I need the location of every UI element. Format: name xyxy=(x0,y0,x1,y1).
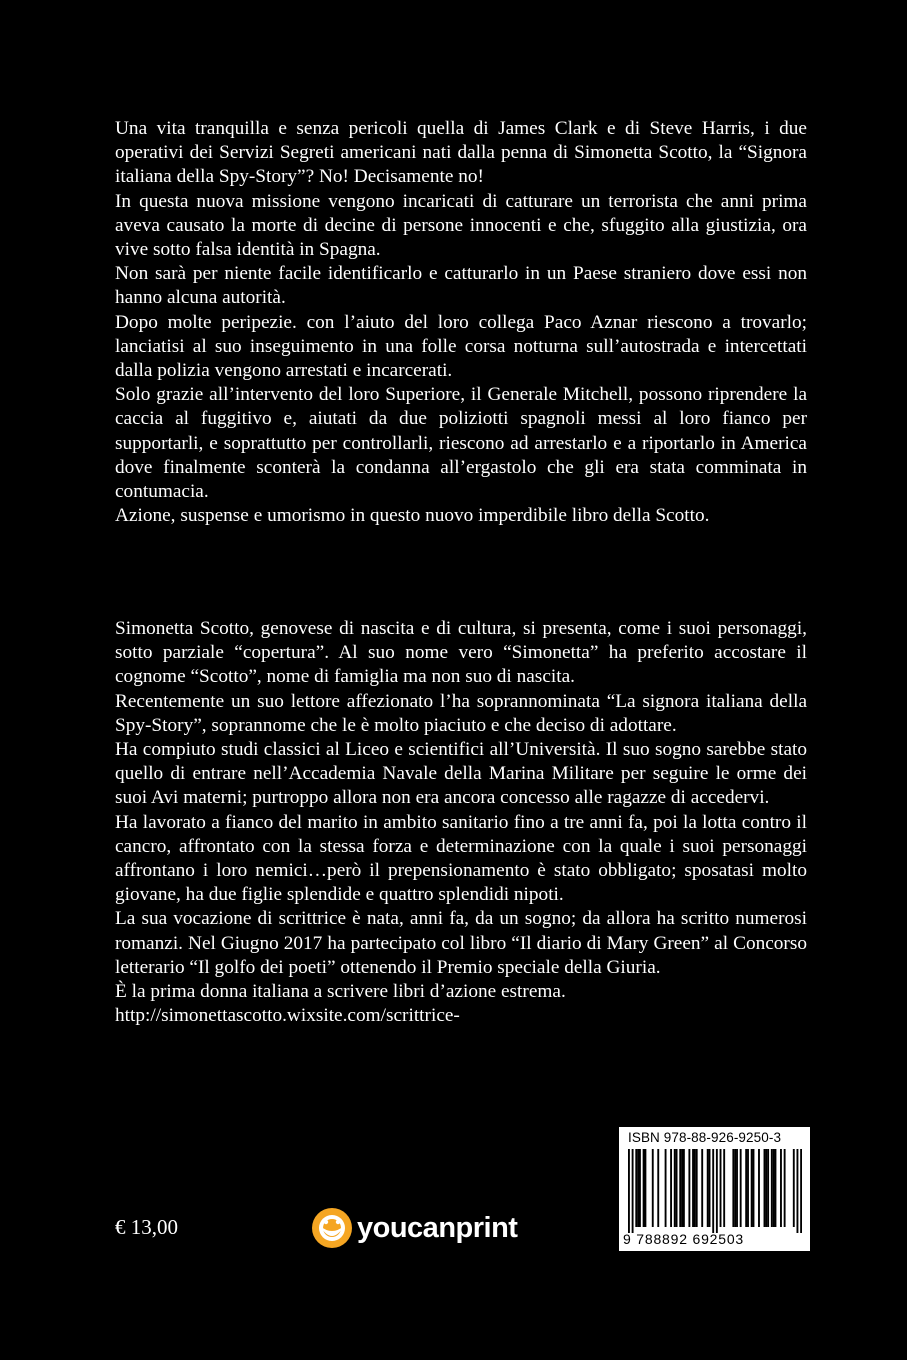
barcode-bar xyxy=(797,1149,799,1233)
synopsis-paragraph: Una vita tranquilla e senza pericoli quella di James Clark e di Steve Harris, i due operativi dei Servizi Segreti americani nati dalla penna di Simonetta Scotto, la “Signora italiana della Spy-Story”? No! Decisamente no! xyxy=(115,118,807,188)
barcode-bar xyxy=(723,1149,725,1227)
barcode-bar xyxy=(639,1149,641,1227)
barcode-bar xyxy=(716,1149,718,1233)
bio-paragraph: Ha lavorato a fianco del marito in ambito sanitario fino a tre anni fa, poi la lotta contro il cancro, affrontato con la stessa forza e determinazione con la quale i suoi personaggi affrontano i loro nemici…però il prepensionamento è stato obbligato; sposatasi molto giovane, ha due figlie splendide e quattro splendidi nipoti. xyxy=(115,811,807,906)
barcode-bar xyxy=(736,1149,738,1227)
barcode-bar xyxy=(681,1149,683,1227)
barcode-bar xyxy=(670,1149,672,1227)
synopsis-paragraph: Dopo molte peripezie. con l’aiuto del loro collega Paco Aznar riescono a trovarlo; lanciatisi al suo inseguimento in una folle corsa notturna sull’autostrada e intercettati dalla polizia vengono arrestati e incarcerati. xyxy=(115,311,807,382)
publisher-smile-icon xyxy=(310,1206,354,1250)
price-label: € 13,00 xyxy=(115,1215,178,1239)
barcode-bar xyxy=(720,1149,722,1227)
barcode-bar xyxy=(775,1149,777,1227)
isbn-barcode xyxy=(618,1126,811,1252)
barcode-bar xyxy=(712,1149,714,1233)
barcode-bar xyxy=(632,1149,634,1233)
barcode-bar xyxy=(745,1149,747,1227)
author-bio xyxy=(115,617,807,1028)
author-website-link: http://simonettascotto.wixsite.com/scrittrice- xyxy=(115,1005,460,1027)
barcode-bar xyxy=(780,1149,782,1227)
barcode-bar xyxy=(709,1149,711,1227)
barcode-bar xyxy=(637,1149,639,1227)
synopsis-text xyxy=(115,117,807,528)
bio-paragraph: È la prima donna italiana a scrivere libri d’azione estrema. xyxy=(115,981,566,1003)
barcode-bar xyxy=(758,1149,760,1227)
barcode-bar xyxy=(635,1149,637,1227)
barcode-bar xyxy=(764,1149,766,1227)
barcode-bar xyxy=(688,1149,690,1227)
barcode-bar xyxy=(701,1149,703,1227)
barcode-bar xyxy=(694,1149,696,1227)
synopsis-paragraph: Solo grazie all’intervento del loro Superiore, il Generale Mitchell, possono riprendere la caccia al fuggitivo e, aiutati da due poliziotti spagnoli messi al loro fianco per supportarli, e soprattutto per controllarli, riescono ad arrestarlo e a riportarlo in America dove finalmente sconterà la condanna all’ergastolo che gli era stata comminata in contumacia. xyxy=(115,384,807,503)
synopsis-paragraph: Non sarà per niente facile identificarlo e catturarlo in un Paese straniero dove essi non hanno alcuna autorità. xyxy=(115,263,807,309)
barcode-bar xyxy=(767,1149,769,1227)
barcode-bar xyxy=(652,1149,654,1227)
barcode-bar xyxy=(644,1149,646,1227)
isbn-label: ISBN 978-88-926-9250-3 xyxy=(628,1130,782,1145)
barcode-bar xyxy=(747,1149,749,1227)
barcode-bar xyxy=(753,1149,755,1227)
barcode-bar xyxy=(793,1149,795,1227)
barcode-bar xyxy=(679,1149,681,1227)
publisher-logo xyxy=(310,1204,517,1252)
barcode-bar xyxy=(751,1149,753,1227)
barcode-bar xyxy=(665,1149,667,1227)
barcode-bar xyxy=(765,1149,767,1227)
bio-paragraph: Recentemente un suo lettore affezionato l’ha soprannominata “La signora italiana della Spy-Story”, soprannome che le è molto piaciuto e che deciso di adottare. xyxy=(115,690,807,736)
barcode-bar xyxy=(696,1149,698,1227)
barcode-bar xyxy=(643,1149,645,1227)
barcode-bar xyxy=(732,1149,734,1227)
barcode-bar xyxy=(707,1149,709,1227)
barcode-bar xyxy=(740,1149,742,1227)
bio-paragraph: Ha compiuto studi classici al Liceo e scientifici all’Università. Il suo sogno sarebbe stato quello di entrare nell’Accademia Navale della Marina Militare per seguire le orme dei suoi Avi materni; purtroppo allora non era ancora concesso alle ragazze di accedervi. xyxy=(115,739,807,809)
barcode-bar xyxy=(628,1149,630,1233)
ean-digits: 9 788892 692503 xyxy=(623,1231,744,1247)
barcode-bar xyxy=(734,1149,736,1227)
barcode-bar xyxy=(692,1149,694,1227)
bio-paragraph: Simonetta Scotto, genovese di nascita e di cultura, si presenta, come i suoi personaggi, sotto parziale “copertura”. Al suo nome vero “Simonetta” ha preferito accostare il cognome “Scotto”, nome di famiglia ma non suo di nascita. xyxy=(115,618,807,688)
bio-paragraph: La sua vocazione di scrittrice è nata, anni fa, da un sogno; da allora ha scritto numerosi romanzi. Nel Giugno 2017 ha partecipato col libro “Il diario di Mary Green” al Concorso letterario “Il golfo dei poeti” ottenendo il Premio speciale della Giuria. xyxy=(115,908,807,978)
barcode-bar xyxy=(784,1149,786,1227)
barcode-bar xyxy=(773,1149,775,1227)
synopsis-paragraph: Azione, suspense e umorismo in questo nuovo imperdibile libro della Scotto. xyxy=(115,505,710,527)
barcode-bar xyxy=(657,1149,659,1227)
barcode-bar xyxy=(683,1149,685,1227)
barcode-bar xyxy=(676,1149,678,1227)
barcode-bars xyxy=(628,1149,802,1233)
synopsis-paragraph: In questa nuova missione vengono incaricati di catturare un terrorista che anni prima aveva causato la morte di decine di persone innocenti e che, sfuggito alla giustizia, ora vive sotto falsa identità in Spagna. xyxy=(115,190,807,261)
barcode-bar xyxy=(800,1149,802,1233)
barcode-bar xyxy=(674,1149,676,1227)
publisher-name: youcanprint xyxy=(357,1211,518,1244)
barcode-bar xyxy=(771,1149,773,1227)
